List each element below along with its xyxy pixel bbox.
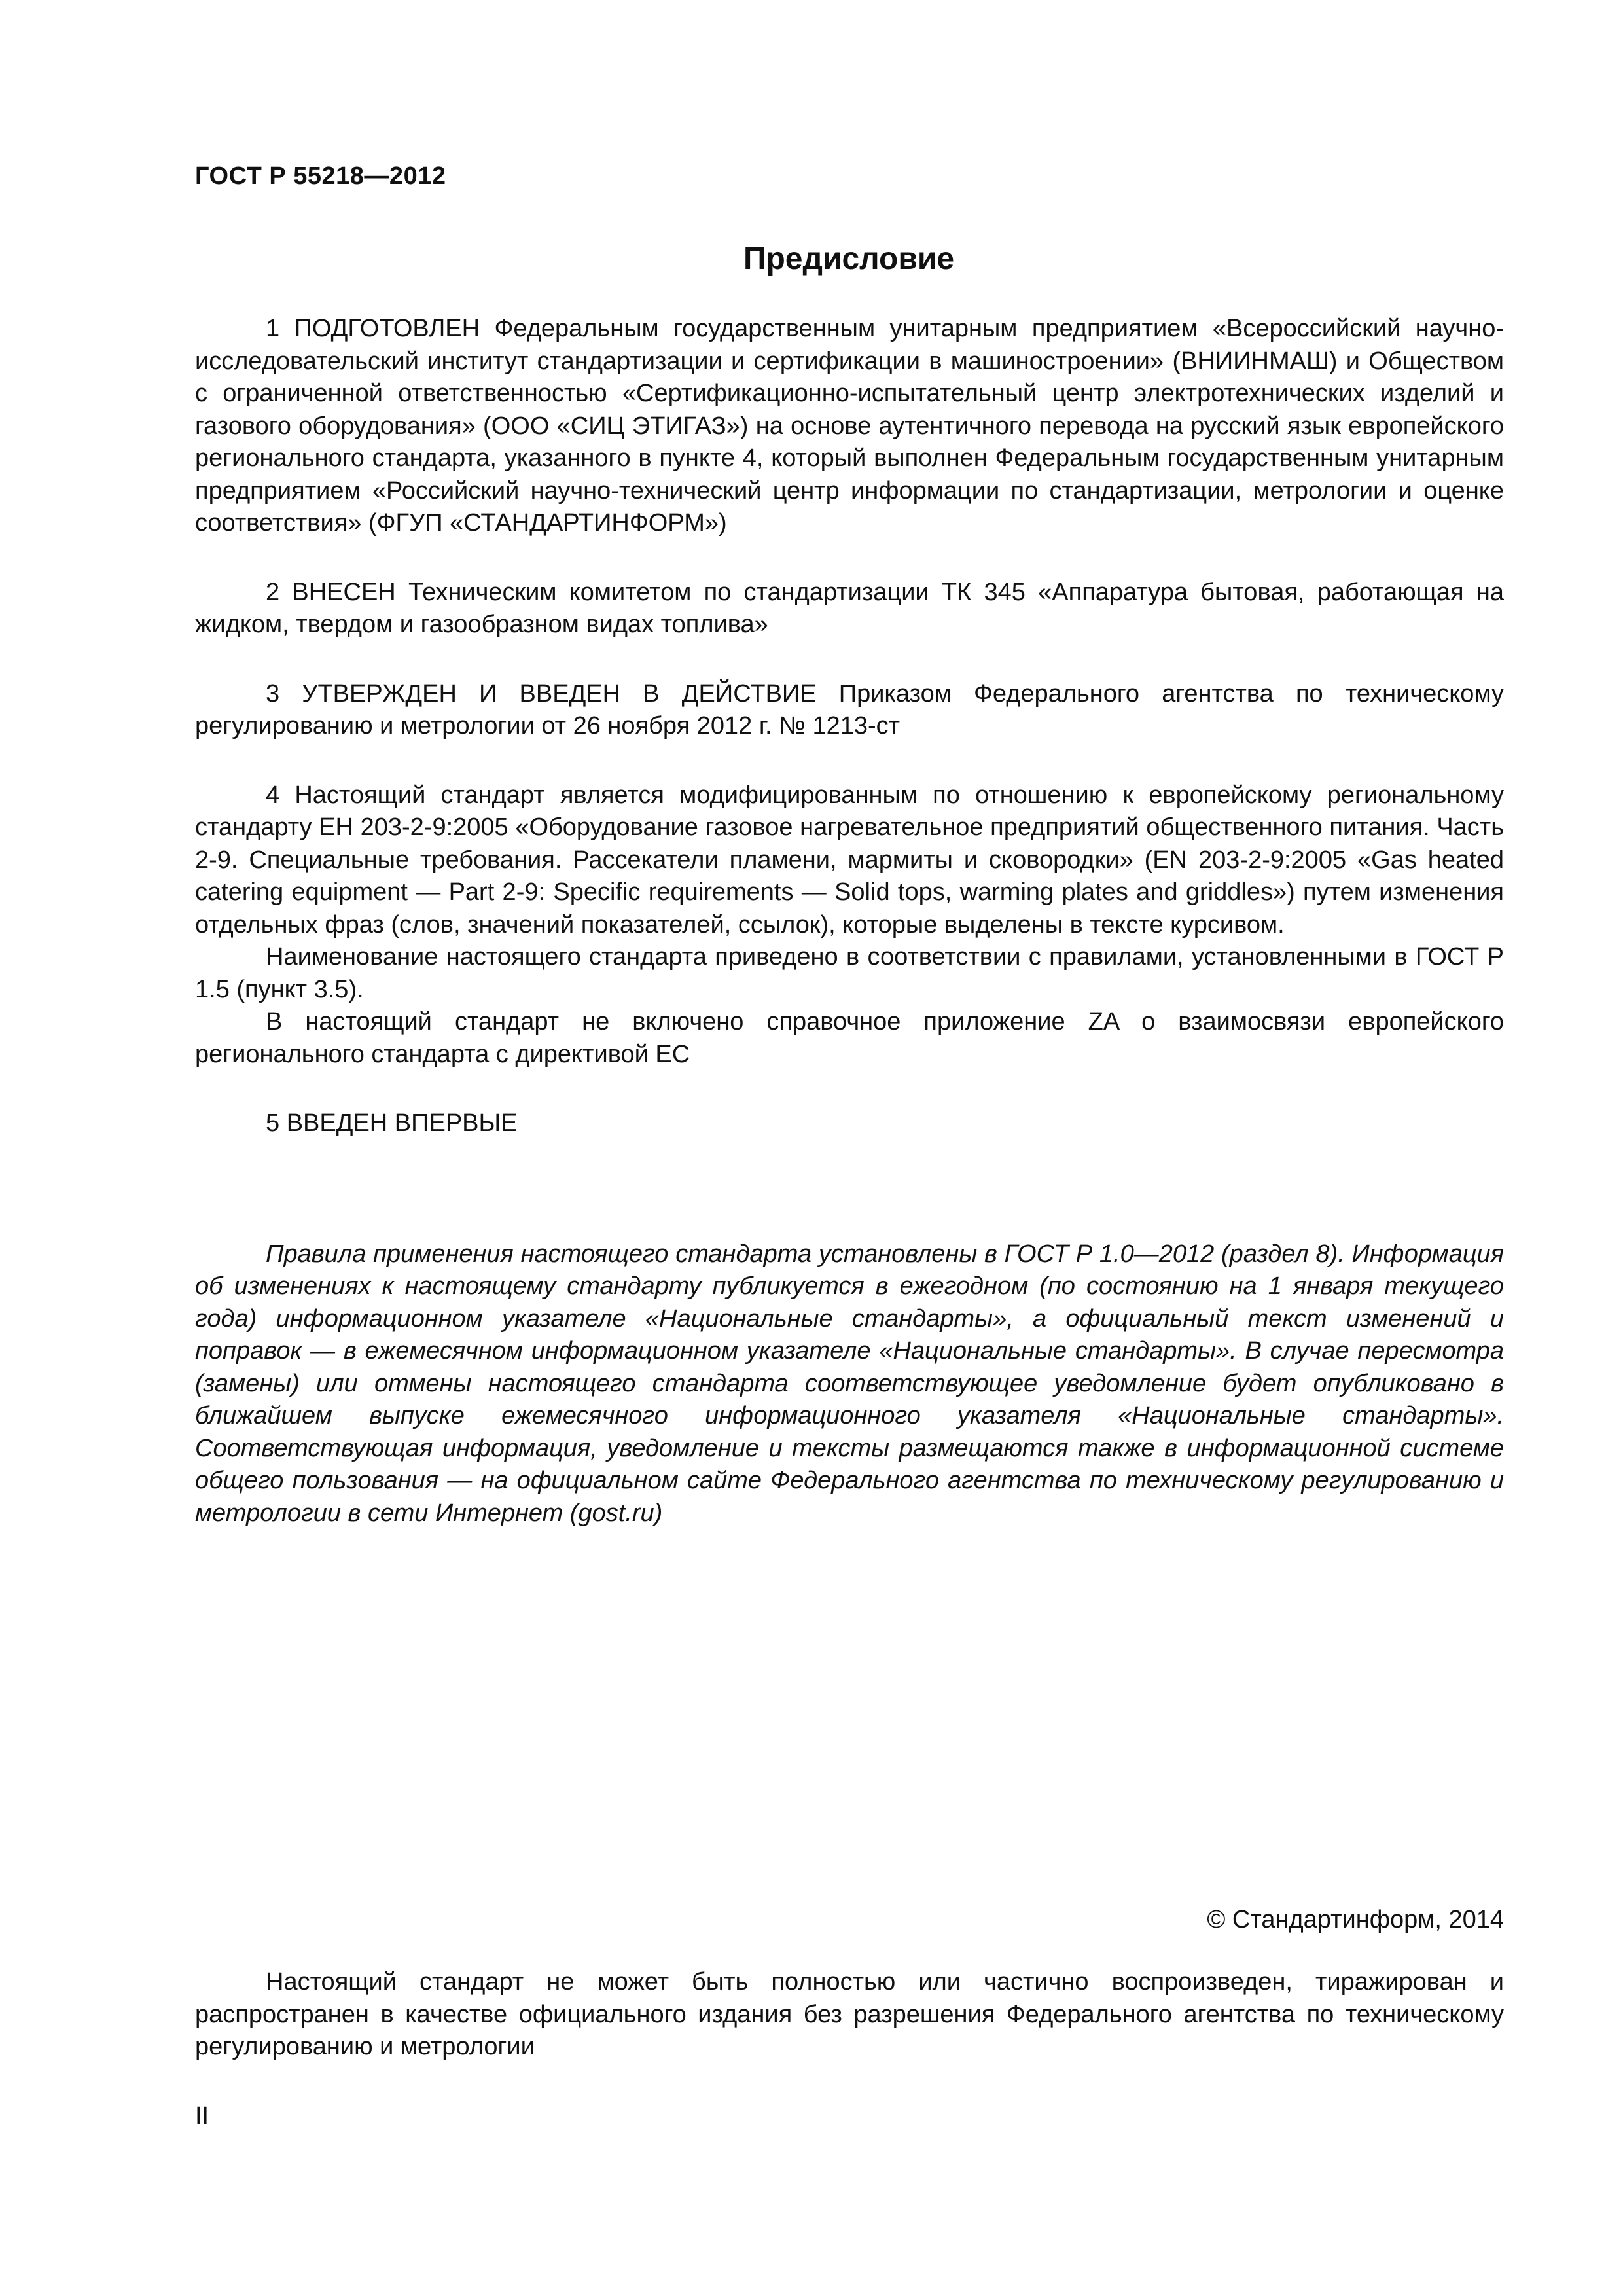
page-number: II [195,2102,209,2130]
paragraph-4-annex: В настоящий стандарт не включено справочное приложение ZA о взаимосвязи европейского регионального стандарта с директивой ЕС [195,1008,1504,1068]
document-code: ГОСТ Р 55218—2012 [195,162,446,190]
paragraph-5: 5 ВВЕДЕН ВПЕРВЫЕ [266,1109,518,1137]
copyright-line: © Стандартинформ, 2014 [1207,1906,1504,1933]
paragraph-3: 3 УТВЕРЖДЕН И ВВЕДЕН В ДЕЙСТВИЕ Приказом Федерального агентства по техническому регулированию и метрологии от 26 ноября 2012 г. № 1213-ст [195,679,1504,740]
reproduction-notice: Настоящий стандарт не может быть полностью или частично воспроизведен, тиражирован и распространен в качестве официального издания без разрешения Федерального агентства по техническому регулированию и метрологии [195,1968,1504,2060]
paragraph-4-naming: Наименование настоящего стандарта приведено в соответствии с правилами, установленными в ГОСТ Р 1.5 (пункт 3.5). [195,943,1504,1003]
paragraph-4: 4 Настоящий стандарт является модифицированным по отношению к европейскому региональному стандарту ЕН 203-2-9:2005 «Оборудование газовое нагревательное предприятий общественного питания. Часть 2-9. Специальные требования. Рассекатели пламени, мармиты и сковородки» (EN 203-2-9:2005 «Gas heated catering equipment — Part 2-9: Specific requirements — Solid tops, warming plates and griddles») путем изменения отдельных фраз (слов, значений показателей, ссылок), которые выделены в тексте курсивом. [195,781,1504,939]
rules-notice: Правила применения настоящего стандарта установлены в ГОСТ Р 1.0—2012 (раздел 8). Информация об изменениях к настоящему стандарту публикуется в ежегодном (по состоянию на 1 января текущего года) информационном указателе «Национальные стандарты», а официальный текст изменений и поправок — в ежемесячном информационном указателе «Национальные стандарты». В случае пересмотра (замены) или отмены настоящего стандарта соответствующее уведомление будет опубликовано в ближайшем выпуске ежемесячного информационного указателя «Национальные стандарты». Соответствующая информация, уведомление и тексты размещаются также в информационной системе общего пользования — на официальном сайте Федерального агентства по техническому регулированию и метрологии в сети Интернет (gost.ru) [195,1240,1504,1527]
paragraph-2: 2 ВНЕСЕН Техническим комитетом по стандартизации ТК 345 «Аппаратура бытовая, работающая на жидком, твердом и газообразном видах топлива» [195,578,1504,638]
page-title: Предисловие [743,242,955,276]
foreword-body [195,313,1504,1530]
paragraph-1: 1 ПОДГОТОВЛЕН Федеральным государственным унитарным предприятием «Всероссийский научно-исследовательский институт стандартизации и сертификации в машиностроении» (ВНИИНМАШ) и Обществом с ограниченной ответственностью «Сертификационно-испытательный центр электротехнических изделий и газового оборудования» (ООО «СИЦ ЭТИГАЗ») на основе аутентичного перевода на русский язык европейского регионального стандарта, указанного в пункте 4, который выполнен Федеральным государственным унитарным предприятием «Российский научно-технический центр информации по стандартизации, метрологии и оценке соответствия» (ФГУП «СТАНДАРТИНФОРМ») [195,315,1504,537]
